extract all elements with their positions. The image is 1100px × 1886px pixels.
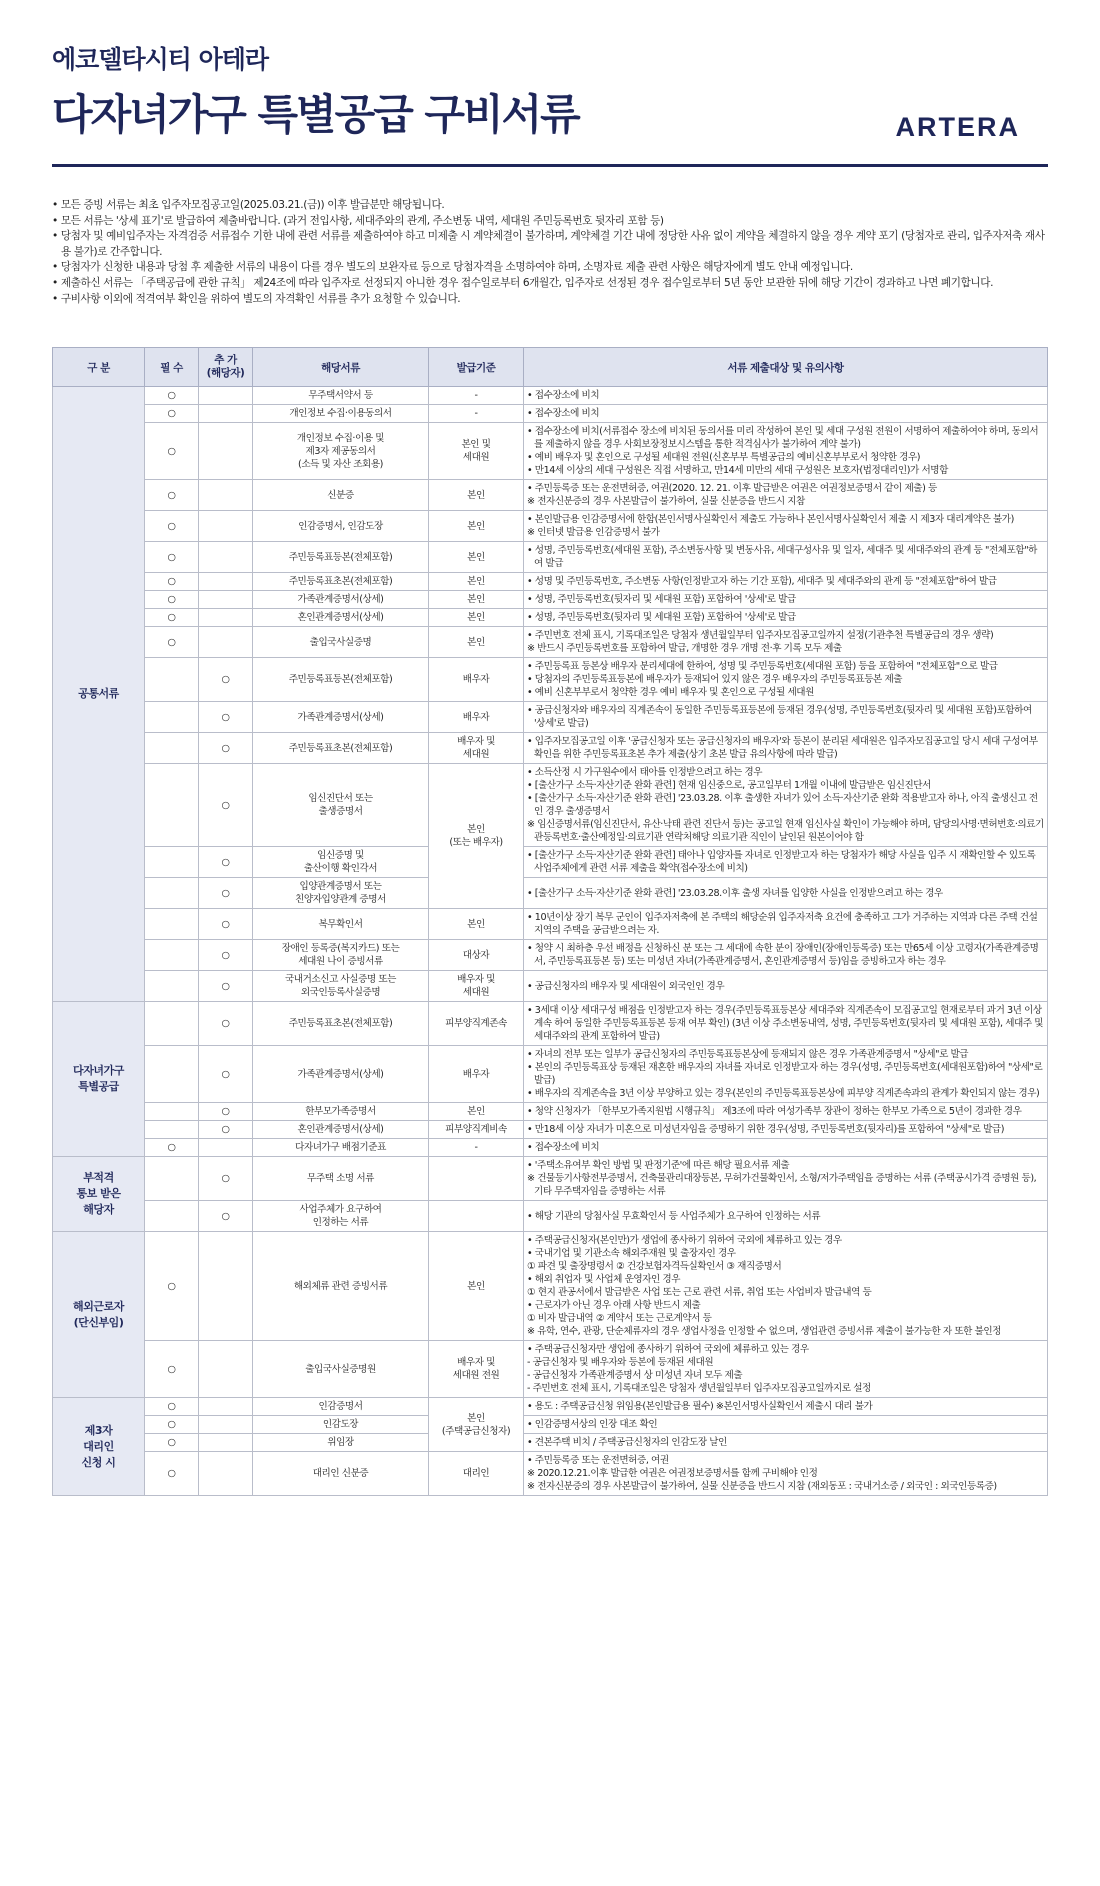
table-row	[53, 1046, 1048, 1103]
description-line: - 주민번호 전체 표시, 기록대조일은 당첨자 생년월일부터 입주자모집공고일까지로 설정	[527, 1383, 871, 1394]
additional-mark	[199, 387, 253, 405]
description-cell	[524, 1434, 1048, 1452]
issuer-cell: 본인	[429, 542, 524, 573]
required-mark	[145, 658, 199, 702]
description-line: • [출산가구 소득·자산기준 완화 관련] '23.03.28.이후 출생 자녀를 입양한 사실을 인정받으려고 하는 경우	[527, 887, 943, 899]
description-line: • 성명, 주민등록번호(뒷자리 및 세대원 포함) 포함하여 '상세'로 발급	[527, 594, 796, 605]
description-line: - 공급신청자 가족관계증명서 상 미성년 자녀 모두 제출	[527, 1370, 743, 1381]
additional-mark	[199, 609, 253, 627]
required-mark	[145, 971, 199, 1002]
additional-mark	[199, 423, 253, 480]
required-mark	[145, 1046, 199, 1103]
table-row	[53, 591, 1048, 609]
table-row	[53, 1232, 1048, 1341]
required-mark	[145, 702, 199, 733]
description-cell	[524, 1398, 1048, 1416]
additional-mark	[199, 1341, 253, 1398]
additional-mark: ○	[199, 878, 253, 909]
description-line: • 주민등록증 또는 운전면허증, 여권	[527, 1455, 669, 1466]
description-cell	[524, 1139, 1048, 1157]
additional-mark: ○	[199, 909, 253, 940]
description-cell	[524, 1416, 1048, 1434]
document-name: 가족관계증명서(상세)	[253, 1046, 429, 1103]
document-name: 한부모가족증명서	[253, 1103, 429, 1121]
document-name: 무주택서약서 등	[253, 387, 429, 405]
header-document: 해당서류	[253, 348, 429, 387]
additional-mark	[199, 1139, 253, 1157]
description-line: • 공급신청자의 배우자 및 세대원이 외국인인 경우	[527, 980, 725, 992]
table-row	[53, 971, 1048, 1002]
description-cell	[524, 542, 1048, 573]
description-cell	[524, 909, 1048, 940]
notice-item: • 구비사항 이외에 적격여부 확인을 위하여 별도의 자격확인 서류를 추가 요청할 수 있습니다.	[52, 292, 461, 305]
issuer-cell: 피부양직계비속	[429, 1121, 524, 1139]
required-mark: ○	[145, 1139, 199, 1157]
table-row	[53, 764, 1048, 847]
table-row	[53, 423, 1048, 480]
document-name: 인감증명서, 인감도장	[253, 511, 429, 542]
title-divider	[52, 164, 1048, 167]
additional-mark: ○	[199, 971, 253, 1002]
required-mark: ○	[145, 1416, 199, 1434]
document-name: 주민등록표초본(전체포함)	[253, 1002, 429, 1046]
additional-mark	[199, 480, 253, 511]
table-row	[53, 940, 1048, 971]
additional-mark: ○	[199, 1157, 253, 1201]
description-line: • 국내기업 및 기관소속 해외주재원 및 출장자인 경우	[527, 1248, 736, 1259]
table-row	[53, 1201, 1048, 1232]
description-line: • 주민등록증 또는 운전면허증, 여권(2020. 12. 21. 이후 발급받은 여권은 여권정보증명서 같이 제출) 등	[527, 483, 937, 494]
description-cell	[524, 878, 1048, 909]
document-name: 주민등록표등본(전체포함)	[253, 542, 429, 573]
description-line: • 성명, 주민등록번호(뒷자리 및 세대원 포함) 포함하여 '상세'로 발급	[527, 612, 796, 623]
description-line: ※ 건물등기사항전부증명서, 건축물관리대장등본, 무허가건물확인서, 소형/저가주택임을 증명하는 서류 (주택공시가격 증명원 등), 기타 무주택자임을 증명하는 서류	[527, 1173, 1037, 1197]
description-cell	[524, 733, 1048, 764]
description-line: • 용도 : 주택공급신청 위임용(본인발급용 필수) ※본인서명사실확인서 제출시 대리 불가	[527, 1401, 873, 1412]
issuer-cell: 배우자 및 세대원 전원	[429, 1341, 524, 1398]
issuer-cell: 배우자	[429, 658, 524, 702]
document-name: 장애인 등록증(복지카드) 또는 세대원 나이 증빙서류	[253, 940, 429, 971]
description-cell	[524, 423, 1048, 480]
required-mark: ○	[145, 511, 199, 542]
document-name: 대리인 신분증	[253, 1452, 429, 1496]
category-cell: 부적격 통보 받은 해당자	[53, 1157, 145, 1232]
description-line: • 3세대 이상 세대구성 배점을 인정받고자 하는 경우(주민등록표등본상 세대주와 직계존속이 모집공고일 현재로부터 과거 3년 이상 계속 하여 동일한 주민등록표등본 등재 여부 확인) (3년 이상 주소변동내역, 성명, 주민등록번호(뒷자리 및 세대원 포함), 세대주 및 세대주와의 관계 포함하여 발급)	[527, 1005, 1044, 1042]
table-row	[53, 1157, 1048, 1201]
document-name: 가족관계증명서(상세)	[253, 591, 429, 609]
description-cell	[524, 764, 1048, 847]
description-line: ※ 유학, 연수, 관광, 단순체류자의 경우 생업사정을 인정할 수 없으며, 생업관련 증빙서류 제출이 불가능한 자 또한 불인정	[527, 1326, 1002, 1337]
table-row	[53, 480, 1048, 511]
table-row	[53, 658, 1048, 702]
required-mark	[145, 1103, 199, 1121]
description-line: • 접수장소에 비치	[527, 408, 600, 419]
description-cell	[524, 1046, 1048, 1103]
table-row	[53, 573, 1048, 591]
additional-mark: ○	[199, 702, 253, 733]
document-name: 개인정보 수집·이용 및 제3자 제공동의서 (소득 및 자산 조회용)	[253, 423, 429, 480]
description-cell	[524, 1103, 1048, 1121]
document-name: 복무확인서	[253, 909, 429, 940]
description-line: ① 비자 발급내역 ② 계약서 또는 근로계약서 등	[527, 1313, 712, 1324]
required-mark	[145, 1157, 199, 1201]
document-name: 신분증	[253, 480, 429, 511]
description-line: • '주택소유여부 확인 방법 및 판정기준'에 따른 해당 필요서류 제출	[527, 1160, 790, 1171]
table-row	[53, 1416, 1048, 1434]
required-mark	[145, 733, 199, 764]
description-line: • 접수장소에 비치	[527, 1142, 600, 1153]
category-cell: 다자녀가구 특별공급	[53, 1002, 145, 1157]
table-row	[53, 1398, 1048, 1416]
notice-item: • 모든 서류는 '상세 표기'로 발급하여 제출바랍니다. (과거 전입사항, 세대주와의 관계, 주소변동 내역, 세대원 주민등록번호 뒷자리 포함 등)	[52, 214, 664, 227]
description-line: • 본인의 주민등록표상 등재된 재혼한 배우자의 자녀를 자녀로 인정받고자 하는 경우(성명, 주민등록번호(세대원포함)하여 "상세"로 발급)	[527, 1062, 1043, 1086]
description-line: • 견본주택 비치 / 주택공급신청자의 인감도장 날인	[527, 1437, 727, 1448]
required-documents-table	[52, 347, 1048, 1496]
table-row	[53, 1121, 1048, 1139]
header-issuer: 발급기준	[429, 348, 524, 387]
description-line: • [출산가구 소득·자산기준 완화 관련] 현재 임신중으로, 공고일부터 1개월 이내에 발급받은 임신진단서	[527, 780, 931, 791]
document-name: 무주택 소명 서류	[253, 1157, 429, 1201]
notice-item: • 제출하신 서류는 「주택공급에 관한 규칙」 제24조에 따라 입주자로 선정되지 아니한 경우 접수일로부터 6개월간, 입주자로 선정된 경우 접수일로부터 5년 동안 보관한 뒤에 해당 기간이 경과하고 나면 폐기합니다.	[52, 276, 994, 289]
description-cell	[524, 1002, 1048, 1046]
description-cell	[524, 658, 1048, 702]
description-line: ※ 전자신분증의 경우 사본발급이 불가하여, 실물 신분증을 반드시 지참 (재외동포 : 국내거소증 / 외국인 : 외국인등록증)	[527, 1481, 997, 1492]
description-line: • 청약 신청자가 「한부모가족지원법 시행규칙」 제3조에 따라 여성가족부 장관이 정하는 한부모 가족으로 5년이 경과한 경우	[527, 1106, 1022, 1117]
header-required: 필 수	[145, 348, 199, 387]
description-cell	[524, 609, 1048, 627]
additional-mark	[199, 627, 253, 658]
required-mark: ○	[145, 1452, 199, 1496]
issuer-cell: 본인	[429, 609, 524, 627]
page-title: 다자녀가구 특별공급 구비서류	[52, 90, 579, 139]
required-mark: ○	[145, 387, 199, 405]
issuer-cell: 본인 (주택공급신청자)	[429, 1398, 524, 1452]
table-row	[53, 1002, 1048, 1046]
required-mark	[145, 1121, 199, 1139]
document-name: 인감증명서	[253, 1398, 429, 1416]
description-line: - 공급신청자 및 배우자와 등본에 등재된 세대원	[527, 1357, 714, 1368]
issuer-cell: 본인	[429, 480, 524, 511]
description-line: ※ 반드시 주민등록번호를 포함하여 발급, 개명한 경우 개명 전·후 기록 모두 제출	[527, 643, 842, 654]
additional-mark: ○	[199, 1002, 253, 1046]
description-cell	[524, 627, 1048, 658]
required-mark	[145, 1002, 199, 1046]
additional-mark: ○	[199, 733, 253, 764]
description-line: • 소득산정 시 가구원수에서 태아를 인정받으려고 하는 경우	[527, 767, 763, 778]
notice-item: • 모든 증빙 서류는 최초 입주자모집공고일(2025.03.21.(금)) 이후 발급분만 해당됩니다.	[52, 199, 445, 211]
description-cell	[524, 480, 1048, 511]
description-line: • 접수장소에 비치	[527, 390, 600, 401]
description-line: ※ 인터넷 발급용 인감증명서 불가	[527, 527, 660, 538]
header-additional: 추 가 (해당자)	[199, 348, 253, 387]
required-mark: ○	[145, 609, 199, 627]
additional-mark	[199, 1452, 253, 1496]
required-mark	[145, 909, 199, 940]
issuer-cell: 본인	[429, 511, 524, 542]
additional-mark	[199, 573, 253, 591]
notice-item: • 당첨자 및 예비입주자는 자격검증 서류접수 기한 내에 관련 서류를 제출하여야 하고 미제출 시 계약체결이 불가하며, 계약체결 기간 내에 정당한 사유 없이 계약을 체결하지 않을 경우 계약 포기 (당첨자로 관리, 입주자저축 재사용 불가)로 간주합니다.	[52, 230, 1045, 258]
description-cell	[524, 971, 1048, 1002]
document-name: 가족관계증명서(상세)	[253, 702, 429, 733]
table-row	[53, 405, 1048, 423]
required-mark: ○	[145, 573, 199, 591]
description-line: • 주택공급신청자만 생업에 종사하기 위하여 국외에 체류하고 있는 경우	[527, 1344, 809, 1355]
additional-mark	[199, 1416, 253, 1434]
description-line: • 성명 및 주민등록번호, 주소변동 사항(인정받고자 하는 기간 포함), 세대주 및 세대주와의 관계 등 "전체포함"하여 발급	[527, 576, 997, 587]
table-row	[53, 627, 1048, 658]
description-line: ※ 2020.12.21.이후 발급한 여권은 여권정보증명서를 함께 구비해야 인정	[527, 1468, 818, 1479]
required-mark: ○	[145, 627, 199, 658]
table-row	[53, 609, 1048, 627]
description-cell	[524, 1157, 1048, 1201]
additional-mark	[199, 1434, 253, 1452]
issuer-cell: 배우자 및 세대원	[429, 733, 524, 764]
table-body	[53, 387, 1048, 1496]
description-line: • [출산가구 소득·자산기준 완화 관련] 태아나 입양자를 자녀로 인정받고자 하는 당첨자가 해당 사실을 입주 시 재확인할 수 있도록 사업주체에게 관련 서류 제출을 확약(접수장소에 비치)	[527, 850, 1036, 874]
issuer-cell: 대상자	[429, 940, 524, 971]
additional-mark: ○	[199, 940, 253, 971]
table-row	[53, 1103, 1048, 1121]
issuer-cell: 본인	[429, 627, 524, 658]
document-name: 출입국사실증명	[253, 627, 429, 658]
table-row	[53, 1434, 1048, 1452]
required-mark: ○	[145, 591, 199, 609]
issuer-cell: 본인	[429, 1232, 524, 1341]
required-mark	[145, 940, 199, 971]
issuer-cell: 배우자	[429, 1046, 524, 1103]
additional-mark: ○	[199, 1121, 253, 1139]
required-mark: ○	[145, 480, 199, 511]
issuer-cell: -	[429, 405, 524, 423]
issuer-cell: 배우자 및 세대원	[429, 971, 524, 1002]
table-row	[53, 511, 1048, 542]
description-line: • 자녀의 전부 또는 일부가 공급신청자의 주민등록표등본상에 등재되지 않은 경우 가족관계증명서 "상세"로 발급	[527, 1049, 969, 1060]
category-cell: 제3자 대리인 신청 시	[53, 1398, 145, 1496]
description-line: ※ 전자신분증의 경우 사본발급이 불가하여, 실물 신분증을 반드시 지참	[527, 496, 805, 507]
table-row	[53, 702, 1048, 733]
document-name: 인감도장	[253, 1416, 429, 1434]
description-cell	[524, 405, 1048, 423]
header-description: 서류 제출대상 및 유의사항	[524, 348, 1048, 387]
description-line: • 주택공급신청자(본인만)가 생업에 종사하기 위하여 국외에 체류하고 있는 경우	[527, 1235, 842, 1246]
description-cell	[524, 1121, 1048, 1139]
description-cell	[524, 1341, 1048, 1398]
additional-mark	[199, 1232, 253, 1341]
additional-mark	[199, 511, 253, 542]
description-line: ※ 임신증명서류(임신진단서, 유산·낙태 관련 진단서 등)는 공고일 현재 임신사실 확인이 가능해야 하며, 담당의사명·면허번호·의료기관등록번호·출산예정일·의료기관 연락처해당 의료기관 직인이 날인된 원본이어야 함	[527, 819, 1044, 843]
description-line: • 10년이상 장기 복무 군인이 입주자저축에 본 주택의 해당순위 입주자저축 요건에 충족하고 그가 거주하는 지역과 다른 주택 건설지역의 주택을 공급받으려는 자.	[527, 912, 1038, 936]
additional-mark: ○	[199, 1046, 253, 1103]
required-mark	[145, 847, 199, 878]
description-line: • [출산가구 소득·자산기준 완화 관련] '23.03.28. 이후 출생한 자녀가 있어 소득·자산기준 완화 적용받고자 하나, 아직 출생신고 전인 경우 출생증명서	[527, 793, 1038, 817]
additional-mark: ○	[199, 847, 253, 878]
table-row	[53, 1341, 1048, 1398]
table-row	[53, 847, 1048, 878]
table-row	[53, 542, 1048, 573]
table-row	[53, 1452, 1048, 1496]
document-name: 혼인관계증명서(상세)	[253, 609, 429, 627]
table-row	[53, 387, 1048, 405]
description-line: • 접수장소에 비치(서류접수 장소에 비치된 동의서를 미리 작성하여 본인 및 세대 구성원 전원이 서명하여 제출하여야 하며, 동의서를 제출하지 않을 경우 사회보장정보시스템을 통한 적격심사가 불가하여 계약 불가)	[527, 426, 1039, 450]
issuer-cell: -	[429, 387, 524, 405]
category-cell: 공통서류	[53, 387, 145, 1002]
required-mark	[145, 764, 199, 847]
document-name: 출입국사실증명원	[253, 1341, 429, 1398]
notice-list	[52, 198, 1052, 307]
description-line: • 입주자모집공고일 이후 '공급신청자 또는 공급신청자의 배우자'와 등본이 분리된 세대원은 입주자모집공고일 당시 세대 구성여부 확인을 위한 주민등록표초본 추가 제출(상기 초본 발급 유의사항에 따라 발급)	[527, 736, 1038, 760]
description-cell	[524, 1201, 1048, 1232]
required-mark: ○	[145, 1232, 199, 1341]
required-mark	[145, 1201, 199, 1232]
description-line: • 해당 기관의 당첨사실 무효확인서 등 사업주체가 요구하여 인정하는 서류	[527, 1210, 821, 1222]
issuer-cell: 본인	[429, 573, 524, 591]
table-row	[53, 878, 1048, 909]
document-name: 사업주체가 요구하여 인정하는 서류	[253, 1201, 429, 1232]
description-line: • 배우자의 직계존속을 3년 이상 부양하고 있는 경우(본인의 주민등록표등본상에 피부양 직계존속과의 관계가 확인되지 않는 경우)	[527, 1088, 1040, 1099]
issuer-cell	[429, 1201, 524, 1232]
document-name: 임신진단서 또는 출생증명서	[253, 764, 429, 847]
issuer-cell: 피부양직계존속	[429, 1002, 524, 1046]
additional-mark	[199, 1398, 253, 1416]
additional-mark	[199, 405, 253, 423]
issuer-cell: 대리인	[429, 1452, 524, 1496]
required-mark: ○	[145, 1398, 199, 1416]
additional-mark	[199, 542, 253, 573]
description-line: • 주민등록표 등본상 배우자 분리세대에 한하여, 성명 및 주민등록번호(세대원 포함) 등을 포함하여 "전체포함"으로 발급	[527, 661, 998, 672]
description-cell	[524, 702, 1048, 733]
description-cell	[524, 940, 1048, 971]
required-mark: ○	[145, 405, 199, 423]
document-name: 개인정보 수집·이용동의서	[253, 405, 429, 423]
description-line: • 인감증명서상의 인장 대조 확인	[527, 1419, 658, 1430]
description-cell	[524, 1452, 1048, 1496]
description-cell	[524, 387, 1048, 405]
document-name: 주민등록표초본(전체포함)	[253, 573, 429, 591]
issuer-cell	[429, 1157, 524, 1201]
description-line: • 당첨자의 주민등록표등본에 배우자가 등재되어 있지 않은 경우 배우자의 주민등록표등본 제출	[527, 674, 903, 685]
document-name: 주민등록표초본(전체포함)	[253, 733, 429, 764]
additional-mark: ○	[199, 1103, 253, 1121]
description-line: ① 현지 관공서에서 발급받은 사업 또는 근로 관련 서류, 취업 또는 사업비자 발급내역 등	[527, 1287, 872, 1298]
artera-logo: ARTERA	[895, 112, 1020, 142]
page-subtitle: 에코델타시티 아테라	[52, 45, 269, 74]
issuer-cell: 본인	[429, 909, 524, 940]
category-cell: 해외근로자 (단신부임)	[53, 1232, 145, 1398]
table-row	[53, 733, 1048, 764]
description-line: • 공급신청자와 배우자의 직계존속이 동일한 주민등록표등본에 등재된 경우(성명, 주민등록번호(뒷자리 및 세대원 포함)포함하여 '상세'로 발급)	[527, 705, 1032, 729]
table-header-row	[53, 348, 1048, 387]
document-name: 다자녀가구 배점기준표	[253, 1139, 429, 1157]
additional-mark	[199, 591, 253, 609]
header-category: 구 분	[53, 348, 145, 387]
issuer-cell: 본인	[429, 1103, 524, 1121]
additional-mark: ○	[199, 1201, 253, 1232]
issuer-cell: 본인 (또는 배우자)	[429, 764, 524, 909]
additional-mark: ○	[199, 658, 253, 702]
document-name: 입양관계증명서 또는 친양자입양관계 증명서	[253, 878, 429, 909]
additional-mark: ○	[199, 764, 253, 847]
description-line: • 해외 취업자 및 사업체 운영자인 경우	[527, 1274, 681, 1285]
description-line: ① 파견 및 출장명령서 ② 건강보험자격득실확인서 ③ 재직증명서	[527, 1261, 782, 1272]
description-line: • 청약 시 최하층 우선 배정을 신청하신 분 또는 그 세대에 속한 분이 장애인(장애인등록증) 또는 만65세 이상 고령자(가족관계증명서, 주민등록표등본 등) 또는 미성년 자녀(가족관계증명서, 혼인관계증명서 등)임을 증빙하고자 하는 경우	[527, 943, 1039, 967]
description-line: • 만18세 이상 자녀가 미혼으로 미성년자임을 증명하기 위한 경우(성명, 주민등록번호(뒷자리)를 포함하여 "상세"로 발급)	[527, 1124, 1005, 1135]
description-line: • 예비 배우자 및 혼인으로 구성될 세대원 전원(신혼부부 특별공급의 예비신혼부부로서 청약한 경우)	[527, 452, 921, 463]
description-line: • 만14세 이상의 세대 구성원은 직접 서명하고, 만14세 미만의 세대 구성원은 보호자(법정대리인)가 서명함	[527, 465, 948, 476]
description-cell	[524, 573, 1048, 591]
issuer-cell: -	[429, 1139, 524, 1157]
document-name: 위임장	[253, 1434, 429, 1452]
table-row	[53, 909, 1048, 940]
description-line: • 본인발급용 인감증명서에 한함(본인서명사실확인서 제출도 가능하나 본인서명사실확인서 제출 시 제3자 대리계약은 불가)	[527, 514, 1014, 525]
required-mark	[145, 878, 199, 909]
issuer-cell: 본인 및 세대원	[429, 423, 524, 480]
required-mark: ○	[145, 423, 199, 480]
description-cell	[524, 1232, 1048, 1341]
table-row	[53, 1139, 1048, 1157]
description-cell	[524, 511, 1048, 542]
notice-item: • 당첨자가 신청한 내용과 당첨 후 제출한 서류의 내용이 다를 경우 별도의 보완자료 등으로 당첨자격을 소명하여야 하며, 소명자료 제출 관련 사항은 해당자에게 별도 안내 예정입니다.	[52, 261, 853, 274]
description-line: • 예비 신혼부부로서 청약한 경우 예비 배우자 및 혼인으로 구성될 세대원	[527, 687, 814, 698]
required-mark: ○	[145, 1341, 199, 1398]
required-mark: ○	[145, 542, 199, 573]
description-cell	[524, 847, 1048, 878]
issuer-cell: 배우자	[429, 702, 524, 733]
description-cell	[524, 591, 1048, 609]
required-mark: ○	[145, 1434, 199, 1452]
issuer-cell: 본인	[429, 591, 524, 609]
document-name: 임신증명 및 출산이행 확인각서	[253, 847, 429, 878]
description-line: • 근로자가 아닌 경우 아래 사항 반드시 제출	[527, 1300, 701, 1311]
description-line: • 주민번호 전체 표시, 기록대조일은 당첨자 생년월일부터 입주자모집공고일까지 설정(기관추천 특별공급의 경우 생략)	[527, 630, 994, 641]
document-name: 해외체류 관련 증빙서류	[253, 1232, 429, 1341]
document-name: 국내거소신고 사실증명 또는 외국인등록사실증명	[253, 971, 429, 1002]
description-line: • 성명, 주민등록번호(세대원 포함), 주소변동사항 및 변동사유, 세대구성사유 및 일자, 세대주 및 세대주와의 관계 등 "전체포함"하여 발급	[527, 545, 1037, 569]
document-name: 주민등록표등본(전체포함)	[253, 658, 429, 702]
document-name: 혼인관계증명서(상세)	[253, 1121, 429, 1139]
